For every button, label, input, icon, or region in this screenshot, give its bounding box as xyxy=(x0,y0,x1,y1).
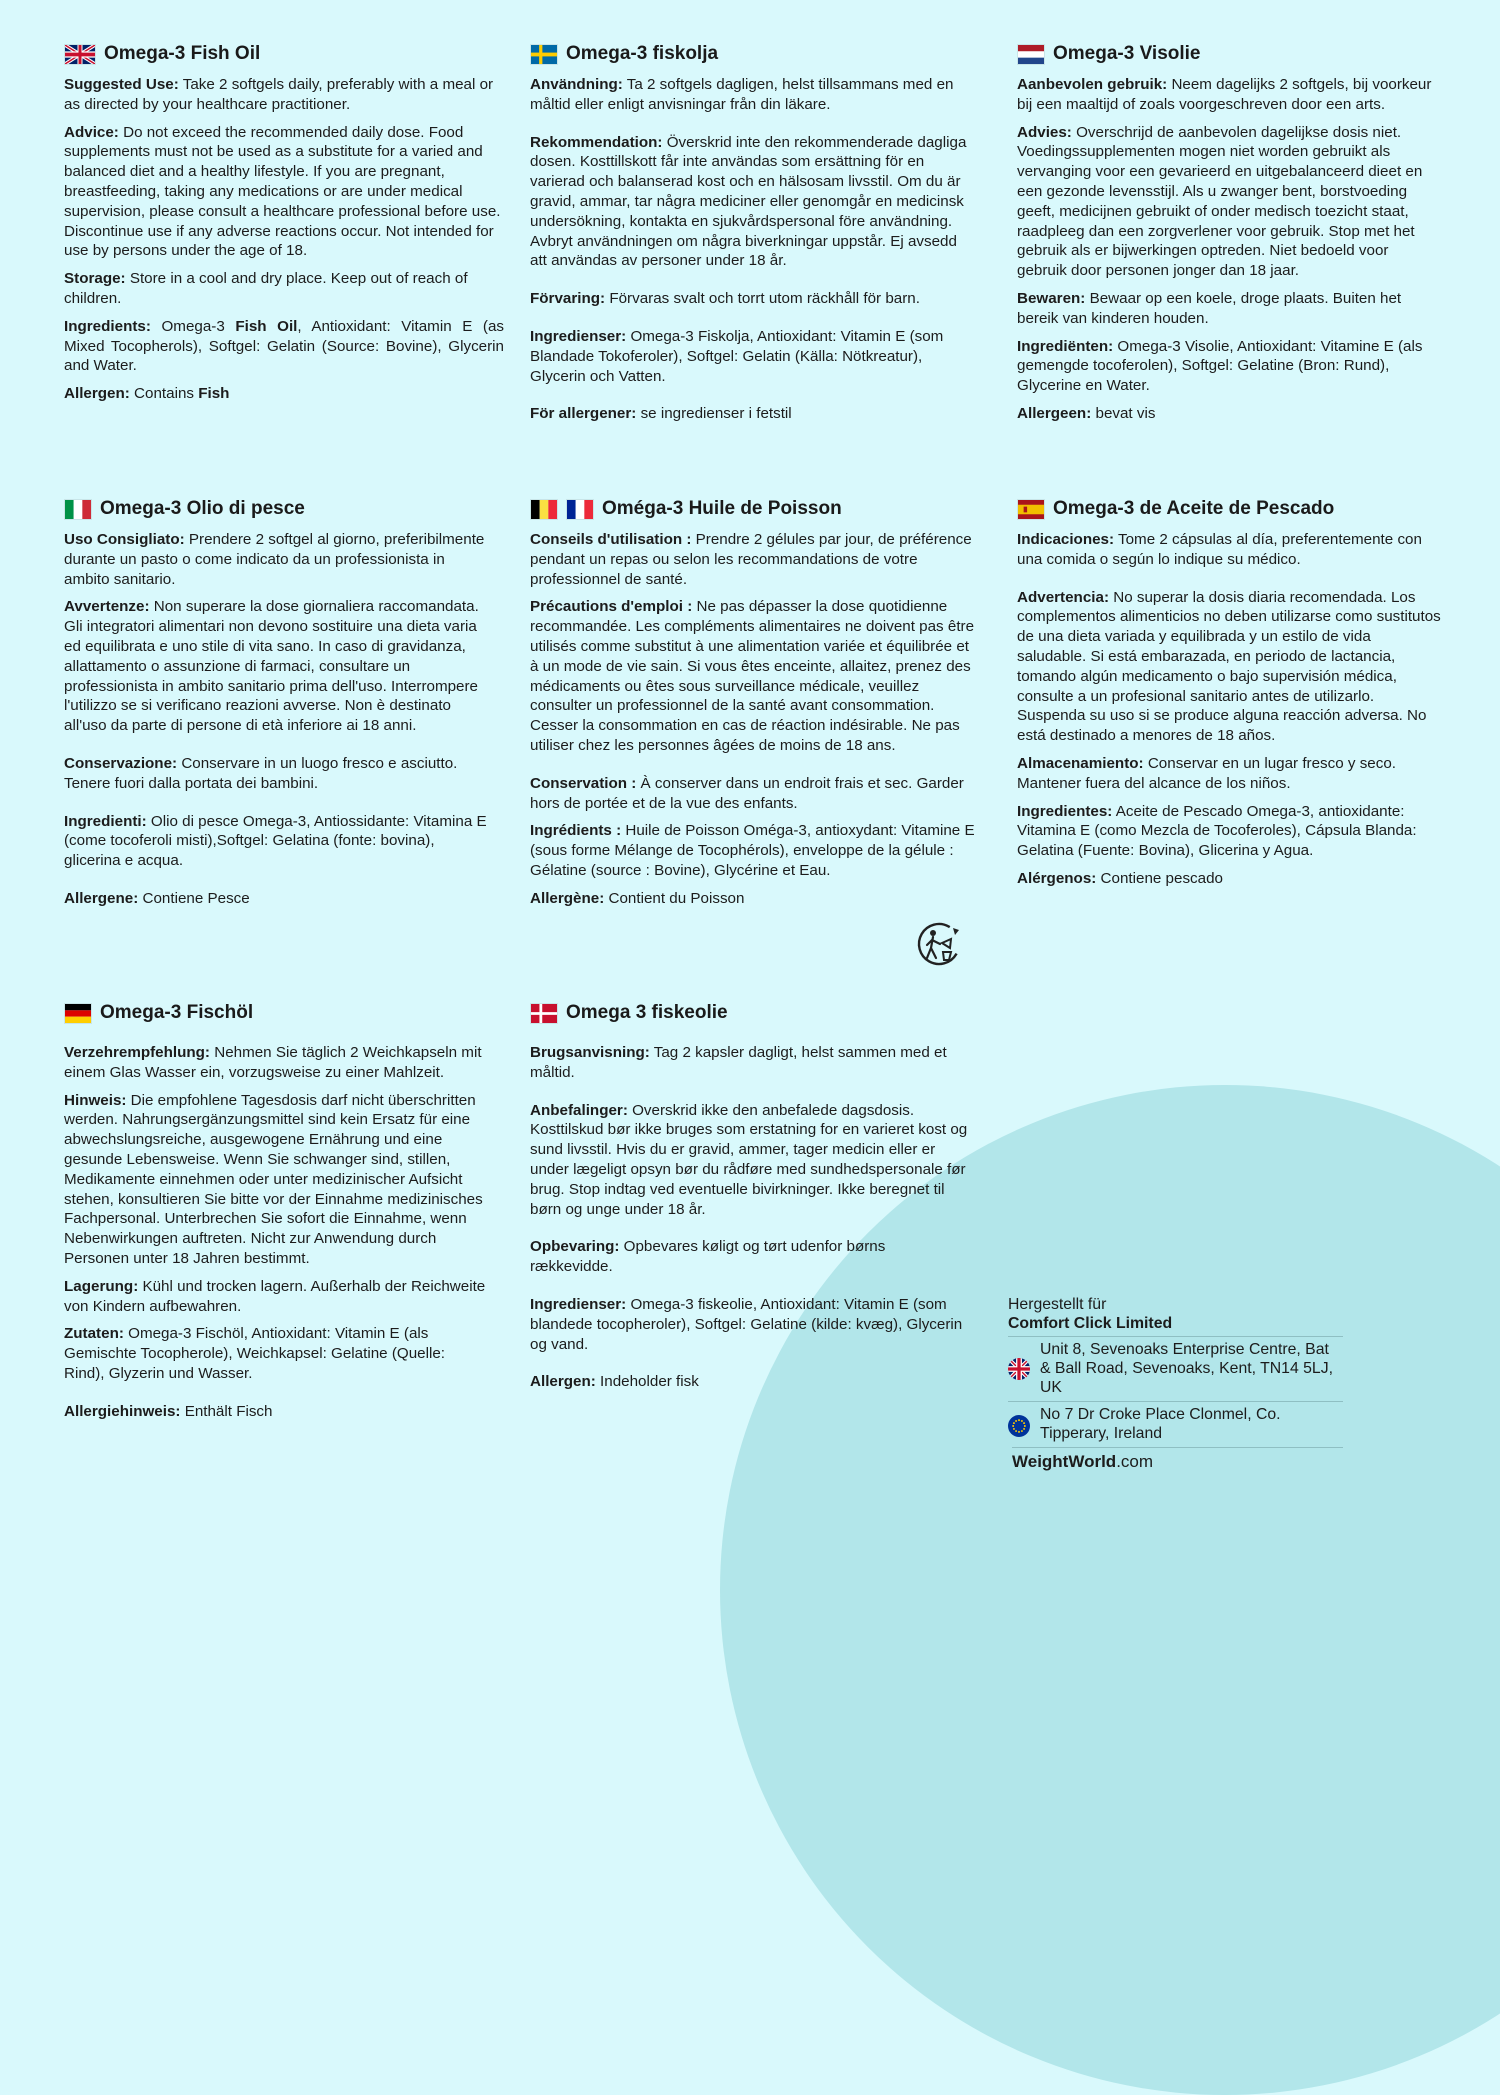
spain-flag-icon xyxy=(1017,499,1045,520)
allergen-paragraph: Allergeen: bevat vis xyxy=(1017,404,1156,422)
recycling-triman-icon xyxy=(915,920,963,968)
ingredients-paragraph: Ingrédients : Huile de Poisson Oméga-3, antioxydant: Vitamine E (sous forme Mélange de Tocophérols), enveloppe de la gélule : Gélatine (source : Bovine), Glycérine et Eau. xyxy=(530,822,975,879)
denmark-flag-icon xyxy=(530,1003,558,1024)
uk-flag-icon xyxy=(64,44,96,65)
advice-paragraph: Advice: Do not exceed the recommended daily dose. Food supplements must not be used as a substitute for a varied and balanced diet and a healthy lifestyle. If you are pregnant, breastfeeding, taking any medications or are under medical supervision, please consult a healthcare professional before use. Discontinue use if any adverse reactions occur. Not intended for use by persons under the age of 18. xyxy=(64,123,501,260)
uk-flag-circle-icon xyxy=(1008,1358,1030,1380)
made-for-label: Hergestellt für xyxy=(1008,1296,1107,1313)
ingredients-paragraph: Ingredients: Omega-3 Fish Oil, Antioxidant: Vitamin E (as Mixed Tocopherols), Softgel: Gelatin (Source: Bovine), Glycerin and Water. xyxy=(64,317,504,375)
uk-address: Unit 8, Sevenoaks Enterprise Centre, Bat & Ball Road, Sevenoaks, Kent, TN14 5LJ, UK xyxy=(1040,1341,1333,1396)
section-title: Omega-3 Fischöl xyxy=(100,1002,254,1023)
ingredients-paragraph: Ingredienser: Omega-3 fiskeolie, Antioxidant: Vitamin E (som blandede tocopheroler), Softgel: Gelatine (kilde: kvæg), Glycerin og vand. xyxy=(530,1295,963,1353)
storage-paragraph: Conservation : À conserver dans un endroit frais et sec. Garder hors de portée et de la vue des enfants. xyxy=(530,774,964,812)
allergen-paragraph: Allergen: Contains Fish xyxy=(64,385,230,403)
storage-paragraph: Bewaren: Bewaar op een koele, droge plaats. Buiten het bereik van kinderen houden. xyxy=(1017,289,1402,327)
france-flag-icon xyxy=(566,499,594,520)
allergen-paragraph: Allergene: Contiene Pesce xyxy=(64,889,250,907)
manufacturer-block xyxy=(1008,1295,1343,1471)
storage-paragraph: Conservazione: Conservare in un luogo fresco e asciutto. Tenere fuori dalla portata dei bambini. xyxy=(64,754,458,792)
section-fr xyxy=(530,497,975,917)
germany-flag-icon xyxy=(64,1003,92,1024)
section-de xyxy=(64,1001,489,1430)
section-title: Omega-3 de Aceite de Pescado xyxy=(1053,498,1335,519)
section-it xyxy=(64,497,489,917)
uk-address-row xyxy=(1008,1336,1343,1401)
storage-paragraph: Lagerung: Kühl und trocken lagern. Außerhalb der Reichweite von Kindern aufbewahren. xyxy=(64,1277,486,1315)
eu-address-row xyxy=(1008,1401,1343,1447)
advice-paragraph: Advies: Overschrijd de aanbevolen dagelijkse dosis niet. Voedingssupplementen mogen niet worden gebruikt als vervanging voor een gevarieerd en uitgebalanceerd dieet en een gezonde levensstijl. Als u zwanger bent, borstvoeding geeft, medicijnen gebruikt of onder medisch toezicht staat, raadpleeg dan een zorgverlener voor gebruik. Stop met het gebruik als er bijwerkingen optreden. Niet bedoeld voor gebruik door personen jonger dan 18 jaar. xyxy=(1017,123,1423,280)
usage-paragraph: Uso Consigliato: Prendere 2 softgel al giorno, preferibilmente durante un pasto o come indicato da un professionista in ambito sanitario. xyxy=(64,531,485,588)
section-title: Omega-3 Visolie xyxy=(1053,43,1201,64)
usage-paragraph: Indicaciones: Tome 2 cápsulas al día, preferentemente con una comida o según lo indique su médico. xyxy=(1017,531,1422,568)
storage-paragraph: Förvaring: Förvaras svalt och torrt utom räckhåll för barn. xyxy=(530,290,920,308)
eu-address: No 7 Dr Croke Place Clonmel, Co. Tipperary, Ireland xyxy=(1040,1406,1281,1442)
section-title: Oméga-3 Huile de Poisson xyxy=(602,498,842,519)
allergen-paragraph: Allergen: Indeholder fisk xyxy=(530,1373,699,1391)
usage-paragraph: Verzehrempfehlung: Nehmen Sie täglich 2 Weichkapseln mit einem Glas Wasser ein, vorzugsweise zu einer Mahlzeit. xyxy=(64,1044,482,1081)
brand-website: WeightWorld.com xyxy=(1012,1447,1343,1471)
sweden-flag-icon xyxy=(530,44,558,65)
advice-paragraph: Rekommendation: Överskrid inte den rekommenderade dagliga dosen. Kosttillskott får inte användas som ersättning för en varierad och balanserad kost och en hälsosam livsstil. Om du är gravid, ammar, tar några mediciner eller genomgår en medicinsk undersökning, kontakta en sjukvårdspersonal före användning. Avbryt användningen om några biverkningar uppstår. Ej avsedd att användas av personer under 18 år. xyxy=(530,133,967,270)
company-name: Comfort Click Limited xyxy=(1008,1315,1173,1332)
netherlands-flag-icon xyxy=(1017,44,1045,65)
ingredients-paragraph: Ingredienti: Olio di pesce Omega-3, Antiossidante: Vitamina E (come tocoferoli misti),Softgel: Gelatina (fonte: bovina), glicerina e acqua. xyxy=(64,812,487,870)
storage-paragraph: Storage: Store in a cool and dry place. Keep out of reach of children. xyxy=(64,270,468,307)
italy-flag-icon xyxy=(64,499,92,520)
section-title: Omega-3 fiskolja xyxy=(566,43,719,64)
eu-flag-circle-icon xyxy=(1008,1415,1030,1437)
advice-paragraph: Précautions d'emploi : Ne pas dépasser la dose quotidienne recommandée. Les compléments alimentaires ne doivent pas être utilisés comme substitut à une alimentation variée et équilibrée et à un mode de vie sain. Si vous êtes enceinte, allaitez, prenez des médicaments ou êtes sous surveillance médicale, veuillez consulter un professionnel de la santé avant consommation. Cesser la consommation en cas de réaction indésirable. Ne pas utiliser chez les personnes âgées de moins de 18 ans. xyxy=(530,598,975,754)
allergen-paragraph: För allergener: se ingredienser i fetstil xyxy=(530,405,792,423)
storage-paragraph: Opbevaring: Opbevares køligt og tørt udenfor børns rækkevidde. xyxy=(530,1238,886,1276)
advice-paragraph: Anbefalinger: Overskrid ikke den anbefalede dagsdosis. Kosttilskud bør ikke bruges som erstatning for en varieret kost og sund livsstil. Hvis du er gravid, ammer, tager medicin eller er under lægeligt opsyn bør du rådføre med sundhedspersonale før brug. Stop indtag ved eventuelle bivirkninger. Ikke beregnet til børn og unge under 18 år. xyxy=(530,1101,968,1218)
ingredients-paragraph: Zutaten: Omega-3 Fischöl, Antioxidant: Vitamin E (als Gemischte Tocopherole), Weichkapsel: Gelatine (Quelle: Rind), Glyzerin und Wasser. xyxy=(64,1325,445,1382)
allergen-paragraph: Allergène: Contient du Poisson xyxy=(530,889,745,907)
allergen-paragraph: Alérgenos: Contiene pescado xyxy=(1017,869,1223,887)
section-title: Omega-3 Olio di pesce xyxy=(100,498,305,519)
ingredients-paragraph: Ingredientes: Aceite de Pescado Omega-3, antioxidante: Vitamina E (como Mezcla de Tocoferoles), Cápsula Blanda: Gelatina (Fuente: Bovina), Glicerina y Agua. xyxy=(1017,802,1417,860)
section-dk xyxy=(530,1001,970,1400)
advice-paragraph: Avvertenze: Non superare la dose giornaliera raccomandata. Gli integratori alimentari non devono sostituire una dieta varia ed equilibrata e uno stile di vita sano. In caso di gravidanza, allattamento o assunzione di farmaci, consultare un professionista in ambito sanitario prima dell'uso. Interrompere l'utilizzo se si verificano reazioni avverse. Non è destinato all'uso da parte di persone di età inferiore ai 18 anni. xyxy=(64,598,479,735)
storage-paragraph: Almacenamiento: Conservar en un lugar fresco y seco. Mantener fuera del alcance de los niños. xyxy=(1017,754,1397,792)
belgium-flag-icon xyxy=(530,499,558,520)
advice-paragraph: Hinweis: Die empfohlene Tagesdosis darf nicht überschritten werden. Nahrungsergänzungsmittel sind kein Ersatz für eine abwechslungsreiche, ausgewogene Ernährung und eine gesunde Lebensweise. Wenn Sie schwanger sind, stillen, Medikamente einnehmen oder unter medizinischer Aufsicht stehen, konsultieren Sie bitte vor der Einnahme medizinisches Fachpersonal. Unterbrechen Sie sofort die Einnahme, wenn Nebenwirkungen auftreten. Nicht zur Anwendung durch Personen unter 18 Jahren bestimmt. xyxy=(64,1091,483,1267)
allergen-paragraph: Allergiehinweis: Enthält Fisch xyxy=(64,1402,273,1420)
section-title: Omega-3 Fish Oil xyxy=(104,43,261,64)
section-nl xyxy=(1017,42,1442,432)
advice-paragraph: Advertencia: No superar la dosis diaria recomendada. Los complementos alimenticios no deben utilizarse como sustitutos de una dieta variada y equilibrada y un estilo de vida saludable. Si está embarazada, en periodo de lactancia, tomando algún medicamento o bajo supervisión médica, consulte a un profesional sanitario antes de utilizarlo. Suspenda su uso si se produce alguna reacción adversa. No está destinado a menores de 18 años. xyxy=(1017,588,1441,745)
usage-paragraph: Suggested Use: Take 2 softgels daily, preferably with a meal or as directed by your healthcare practitioner. xyxy=(64,76,494,113)
usage-paragraph: Brugsanvisning: Tag 2 kapsler dagligt, helst sammen med et måltid. xyxy=(530,1044,947,1081)
ingredients-paragraph: Ingredienser: Omega-3 Fiskolja, Antioxidant: Vitamin E (som Blandade Tokoferoler), Softgel: Gelatin (Källa: Nötkreatur), Glycerin och Vatten. xyxy=(530,327,944,385)
usage-paragraph: Conseils d'utilisation : Prendre 2 gélules par jour, de préférence pendant un repas ou selon les recommandations de votre professionnel de santé. xyxy=(530,531,972,588)
usage-paragraph: Aanbevolen gebruik: Neem dagelijks 2 softgels, bij voorkeur bij een maaltijd of zoals voorgeschreven door een arts. xyxy=(1017,76,1432,113)
section-uk xyxy=(64,42,504,412)
section-es xyxy=(1017,497,1442,897)
ingredients-paragraph: Ingrediënten: Omega-3 Visolie, Antioxidant: Vitamine E (als gemengde tocoferolen), Softgel: Gelatine (Bron: Rund), Glycerine en Water. xyxy=(1017,337,1423,395)
usage-paragraph: Användning: Ta 2 softgels dagligen, helst tillsammans med en måltid eller enligt anvisningar från din läkare. xyxy=(530,76,954,113)
section-title: Omega 3 fiskeolie xyxy=(566,1002,728,1023)
section-se xyxy=(530,42,975,432)
